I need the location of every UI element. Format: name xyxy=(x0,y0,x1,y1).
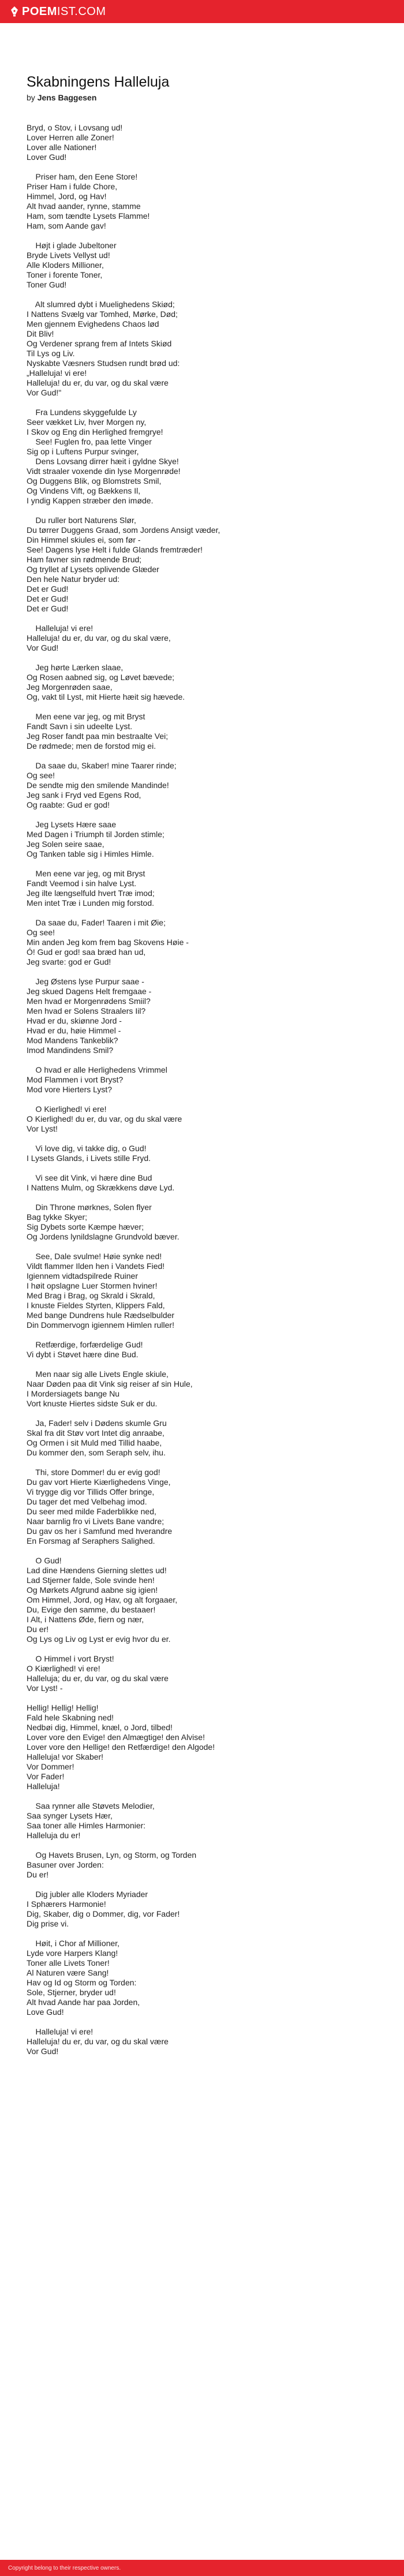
poem-line: Hav og Id og Storm og Torden: xyxy=(27,1978,137,1987)
poem-line: Men eene var jeg, og mit Bryst xyxy=(27,869,145,878)
copyright-text: Copyright belong to their respective owners. xyxy=(8,2564,121,2571)
poem-line: Jeg Solen seire saae, xyxy=(27,839,104,849)
poem-line: Jeg ilte længselfuld hvert Træ imod; xyxy=(27,888,155,898)
poem-line: Halleluja! vi ere! xyxy=(27,624,93,633)
stanza xyxy=(27,761,377,810)
stanza xyxy=(27,1065,377,1095)
poem-line: Lad Stjerner falde, Sole svinde hen! xyxy=(27,1576,155,1585)
stanza xyxy=(27,1654,377,1693)
poem-line: Sole, Stjerner, bryder ud! xyxy=(27,1988,116,1997)
stanza xyxy=(27,2027,377,2056)
poem-line: I Sphærers Harmonie! xyxy=(27,1899,106,1909)
poem-line: Lad dine Hændens Gierning slettes ud! xyxy=(27,1566,167,1575)
poem-line: Fra Lundens skyggefulde Ly xyxy=(27,408,137,417)
poem-line: Da saae du, Skaber! mine Taarer rinde; xyxy=(27,761,177,770)
poem-line: Du kommer den, som Seraph selv, ihu. xyxy=(27,1448,166,1457)
poem-line: Bryd, o Stov, i Lovsang ud! xyxy=(27,123,123,132)
poem-line: O hvad er alle Herlighedens Vrimmel xyxy=(27,1065,167,1074)
site-logo[interactable] xyxy=(10,5,106,18)
poem-line: Vort knuste Hiertes sidste Suk er du. xyxy=(27,1399,158,1408)
poem-line: Dig jubler alle Kloders Myriader xyxy=(27,1890,148,1899)
poem-line: Ja, Fader! selv i Dødens skumle Gru xyxy=(27,1418,167,1428)
poem-line: Naar barnlig fro vi Livets Bane vandre; xyxy=(27,1517,164,1526)
poem-line: Vor Lyst! xyxy=(27,1124,58,1133)
poem-line: Da saae du, Fader! Taaren i mit Øie; xyxy=(27,918,166,927)
poem-line: Og Mørkets Afgrund aabne sig igien! xyxy=(27,1585,158,1595)
poem-line: „Halleluja! vi ere! xyxy=(27,368,87,378)
poem-line: Fandt Veemod i sin halve Lyst. xyxy=(27,879,137,888)
poem-line: O Kiærlighed! vi ere! xyxy=(27,1664,100,1673)
poem-line: Ó! Gud er god! saa bræd han ud, xyxy=(27,947,146,957)
poem-line: Hellig! Hellig! Hellig! xyxy=(27,1703,99,1712)
poem-line: Men hvad er Morgenrødens Smiil? xyxy=(27,996,151,1006)
poem-line: Du tager det med Velbehag imod. xyxy=(27,1497,147,1506)
poem-line: Du gav os her i Samfund med hverandre xyxy=(27,1526,173,1536)
poem-line: Vi trygge dig vor Tillids Offer bringe, xyxy=(27,1487,155,1496)
poem-line: Naar Døden paa dit Vink sig reiser af sin Hule, xyxy=(27,1379,193,1388)
stanza xyxy=(27,172,377,231)
byline-prefix: by xyxy=(27,93,35,102)
poem-line: Højt i glade Jubeltoner xyxy=(27,241,117,250)
poem-line: Retfærdige, forfærdelige Gud! xyxy=(27,1340,143,1349)
poem-line: Ham favner sin rødmende Brud; xyxy=(27,555,142,564)
poem-line: Du er! xyxy=(27,1625,49,1634)
poem-line: Vor Fader! xyxy=(27,1772,65,1781)
poem-line: Vidt straaler voxende din lyse Morgenrøde! xyxy=(27,466,181,476)
poem-line: O Himmel i vort Bryst! xyxy=(27,1654,114,1663)
site-footer xyxy=(0,2560,404,2576)
poem-line: Men gjennem Evighedens Chaos lød xyxy=(27,319,159,328)
poem-line: Seer vækket Liv, hver Morgen ny, xyxy=(27,417,147,427)
poem-line: Jeg Østens lyse Purpur saae - xyxy=(27,977,144,986)
poem-line: Vi dybt i Støvet hære dine Bud. xyxy=(27,1350,139,1359)
poem-line: Din Throne mørknes, Solen flyer xyxy=(27,1203,152,1212)
poem-line: Jeg hørte Lærken slaae, xyxy=(27,663,124,672)
poem-line: Jeg Morgenrøden saae, xyxy=(27,682,113,692)
poem-line: Alt slumred dybt i Muelighedens Skiød; xyxy=(27,300,175,309)
poem-line: Halleluja! vor Skaber! xyxy=(27,1752,104,1761)
stanza xyxy=(27,1468,377,1546)
poem-line: Sig Dybets sorte Kæmpe hæver; xyxy=(27,1222,144,1231)
stanza xyxy=(27,1890,377,1929)
poem-line: Du seer med milde Faderblikke ned, xyxy=(27,1507,156,1516)
poem-line: Bag tykke Skyer; xyxy=(27,1212,88,1222)
stanza xyxy=(27,1801,377,1840)
poem-line: En Forsmag af Seraphers Salighed. xyxy=(27,1536,155,1545)
poem-line: Til Lys og Liv. xyxy=(27,349,75,358)
stanza xyxy=(27,918,377,967)
poem-line: Mod vore Hierters Lyst? xyxy=(27,1085,113,1094)
pen-nib-icon xyxy=(10,6,18,17)
stanza xyxy=(27,977,377,1055)
poem-line: Det er Gud! xyxy=(27,584,69,593)
poem-line: Lover vore den Evige! den Almægtige! den Alvise! xyxy=(27,1733,205,1742)
poem-line: Halleluja! du er, du var, og du skal være, xyxy=(27,633,171,643)
stanza xyxy=(27,820,377,859)
poem-line: Saa synger Lysets Hær, xyxy=(27,1811,113,1820)
stanza xyxy=(27,1252,377,1330)
stanza xyxy=(27,663,377,702)
poem-line: Det er Gud! xyxy=(27,604,69,613)
poem-line: Thi, store Dommer! du er evig god! xyxy=(27,1468,160,1477)
poem-line: Og Havets Brusen, Lyn, og Storm, og Torden xyxy=(27,1850,197,1860)
poem-line: Med Brag i Brag, og Skrald i Skrald, xyxy=(27,1291,155,1300)
poem-line: Du gav vort Hierte Kiærlighedens Vinge, xyxy=(27,1477,171,1487)
poem-line: Og Ormen i sit Muld med Tillid haabe, xyxy=(27,1438,162,1447)
poem-line: Ham, som Aande gav! xyxy=(27,221,106,230)
poem-line: Og Jordens lynildslagne Grundvold bæver. xyxy=(27,1232,179,1241)
poem-line: I yndig Kappen stræber den imøde. xyxy=(27,496,154,505)
poem-line: Alt hvad Aande har paa Jorden, xyxy=(27,1998,140,2007)
poem-line: Nyskabte Væsners Studsen rundt brød ud: xyxy=(27,359,180,368)
poem-line: Men hvad er Solens Straalers Iil? xyxy=(27,1006,146,1016)
poem-line: I Skov og Eng din Herlighed fremgrye! xyxy=(27,427,163,436)
poem-line: I høit opslagne Luer Stormen hviner! xyxy=(27,1281,158,1290)
poem-line: Min anden Jeg kom frem bag Skovens Høie - xyxy=(27,938,189,947)
poem-line: Nedbøi dig, Himmel, knæl, o Jord, tilbed! xyxy=(27,1723,173,1732)
stanza xyxy=(27,1369,377,1409)
poem-line: I Mordersiagets bange Nu xyxy=(27,1389,120,1398)
stanza xyxy=(27,1703,377,1791)
poem-line: Lover Herren alle Zoner! xyxy=(27,133,114,142)
poem-line: Halleluja! du er, du var, og du skal være xyxy=(27,2037,169,2046)
stanza xyxy=(27,1144,377,1163)
stanza xyxy=(27,1340,377,1360)
poem-line: Al Naturen være Sang! xyxy=(27,1968,109,1977)
poem-line: Fandt Savn i sin udeelte Lyst. xyxy=(27,722,133,731)
poem-line: Jeg sank i Fryd ved Egens Rod, xyxy=(27,790,141,800)
stanza xyxy=(27,624,377,653)
poem-line: O Gud! xyxy=(27,1556,62,1565)
poem-line: Priser ham, den Eene Store! xyxy=(27,172,138,181)
poem-content xyxy=(0,23,404,2560)
poem-line: Love Gud! xyxy=(27,2007,64,2017)
stanza xyxy=(27,869,377,908)
poem-line: Din Himmel skiules ei, som før - xyxy=(27,535,141,544)
poem-line: Med Dagen i Triumph til Jorden stimle; xyxy=(27,830,164,839)
poem-line: Du er! xyxy=(27,1870,49,1879)
poem-line: Fald hele Skabning ned! xyxy=(27,1713,114,1722)
poem-line: I Nattens Svælg var Tomhed, Mørke, Død; xyxy=(27,309,178,319)
poem-line: I Nattens Mulm, og Skrækkens døve Lyd. xyxy=(27,1183,175,1192)
poem-line: Dit Bliv! xyxy=(27,329,54,338)
stanza xyxy=(27,1104,377,1134)
poem-line: Ham, som tændte Lysets Flamme! xyxy=(27,211,150,221)
poem-line: Basuner over Jorden: xyxy=(27,1860,104,1869)
poem-line: Halleluja; du er, du var, og du skal være xyxy=(27,1674,169,1683)
poem-line: Vor Dommer! xyxy=(27,1762,74,1771)
poem-line: Vor Gud! xyxy=(27,643,59,652)
poem-line: Men naar sig alle Livets Engle skiule, xyxy=(27,1369,169,1379)
poem-line: Og see! xyxy=(27,928,55,937)
poem-line: Lover Gud! xyxy=(27,152,67,162)
poem-line: Jeg Roser fandt paa min bestraalte Vei; xyxy=(27,731,169,741)
poem-line: Du tørrer Duggens Graad, som Jordens Ansigt væder, xyxy=(27,525,220,535)
stanza xyxy=(27,123,377,162)
poem-line: Og Vindens Vift, og Bækkens Il, xyxy=(27,486,141,495)
poem-line: Vor Gud! xyxy=(27,2047,59,2056)
stanza xyxy=(27,1939,377,2017)
poem-line: Dig, Skaber, dig o Dommer, dig, vor Fader! xyxy=(27,1909,180,1918)
poem-line: Du, Evige den samme, du bestaaer! xyxy=(27,1605,156,1614)
poem-line: Din Dommervogn igiennem Himlen ruller! xyxy=(27,1320,174,1330)
poem-line: Alle Kloders Millioner, xyxy=(27,260,104,270)
poem-line: I knuste Fieldes Styrten, Klippers Fald, xyxy=(27,1301,165,1310)
poem-line: Og see! xyxy=(27,771,55,780)
stanza xyxy=(27,1203,377,1242)
poem-line: See! Fuglen fro, paa lette Vinger xyxy=(27,437,152,446)
poem-line: Mod Flammen i vort Bryst? xyxy=(27,1075,124,1084)
poem-line: Himmel, Jord, og Hav! xyxy=(27,192,107,201)
stanza xyxy=(27,516,377,614)
poem-line: Hvad er du, skiønne Jord - xyxy=(27,1016,122,1025)
poem-line: Lyde vore Harpers Klang! xyxy=(27,1948,118,1958)
poem-line: Saa toner alle Himles Harmonier: xyxy=(27,1821,146,1830)
stanza xyxy=(27,1173,377,1193)
poem-line: Vor Lyst! - xyxy=(27,1683,63,1693)
poem-line: Dens Lovsang dirrer hæit i gyldne Skye! xyxy=(27,457,179,466)
poem-body xyxy=(27,123,377,2056)
poem-line: Vor Gud!" xyxy=(27,388,62,397)
poem-line: Lover vore den Hellige! den Retfærdige! den Algode! xyxy=(27,1742,215,1752)
poem-line: Vi see dit Vink, vi hære dine Bud xyxy=(27,1173,152,1182)
poem-line: Igiennem vidtadspilrede Ruiner xyxy=(27,1271,138,1280)
poem-line: Den hele Natur bryder ud: xyxy=(27,574,120,584)
poem-line: I Lysets Glands, i Livets stille Fryd. xyxy=(27,1153,151,1163)
poem-line: Og tryllet af Lysets oplivende Glæder xyxy=(27,565,159,574)
poem-line: Lover alle Nationer! xyxy=(27,143,97,152)
poem-line: Og Lys og Liv og Lyst er evig hvor du er. xyxy=(27,1634,171,1644)
stanza xyxy=(27,1850,377,1880)
logo-text-bold: POEM xyxy=(22,5,57,18)
poem-line: Dig prise vi. xyxy=(27,1919,69,1928)
poem-line: Det er Gud! xyxy=(27,594,69,603)
poem-line: Halleluja! xyxy=(27,1782,60,1791)
poem-line: Vildt flammer Ilden hen i Vandets Fied! xyxy=(27,1261,165,1271)
poem-line: De rødmede; men de forstod mig ei. xyxy=(27,741,156,751)
stanza xyxy=(27,712,377,751)
poem-line: Jeg skued Dagens Helt fremgaae - xyxy=(27,987,152,996)
poem-line: Hvad er du, høie Himmel - xyxy=(27,1026,121,1035)
poem-line: Med bange Dundrens hule Rædselbulder xyxy=(27,1311,175,1320)
poem-line: Halleluja! vi ere! xyxy=(27,2027,93,2036)
poem-line: Sig op i Luftens Purpur svinger, xyxy=(27,447,139,456)
poem-line: Skal fra dit Støv vort Intet dig anraabe, xyxy=(27,1428,164,1438)
poem-line: Halleluja du er! xyxy=(27,1831,81,1840)
poem-line: Vi love dig, vi takke dig, o Gud! xyxy=(27,1144,147,1153)
poem-author: Jens Baggesen xyxy=(37,93,97,102)
poem-line: O Kierlighed! du er, du var, og du skal være xyxy=(27,1114,182,1123)
poem-line: De sendte mig den smilende Mandinde! xyxy=(27,781,169,790)
poem-line: Toner alle Livets Toner! xyxy=(27,1958,110,1968)
poem-line: Bryde Livets Vellyst ud! xyxy=(27,251,110,260)
stanza xyxy=(27,1418,377,1458)
poem-line: Toner i forente Toner, xyxy=(27,270,103,279)
poem-line: See! Dagens lyse Helt i fulde Glands fremtræder! xyxy=(27,545,203,554)
stanza xyxy=(27,1556,377,1644)
site-header xyxy=(0,0,404,23)
poem-line: Toner Gud! xyxy=(27,280,67,289)
poem-line: Men eene var jeg, og mit Bryst xyxy=(27,712,145,721)
poem-line: Og, vakt til Lyst, mit Hierte hæit sig hævede. xyxy=(27,692,185,701)
poem-line: Imod Mandindens Smil? xyxy=(27,1046,114,1055)
poem-line: Og Tanken table sig i Himles Himle. xyxy=(27,849,154,858)
poem-line: Alt hvad aander, rynne, stamme xyxy=(27,201,141,211)
logo-text-light: IST.COM xyxy=(57,5,106,18)
poem-title: Skabningens Halleluja xyxy=(27,74,170,90)
poem-line: Priser Ham i fulde Chore, xyxy=(27,182,118,191)
poem-line: See, Dale svulme! Høie synke ned! xyxy=(27,1252,162,1261)
stanza xyxy=(27,241,377,290)
poem-line: Høit, i Chor af Millioner, xyxy=(27,1939,120,1948)
poem-line: Jeg Lysets Hære saae xyxy=(27,820,117,829)
poem-line: O Kierlighed! vi ere! xyxy=(27,1104,107,1114)
poem-line: Om Himmel, Jord, og Hav, og alt forgaaer, xyxy=(27,1595,178,1604)
poem-line: Og raabte: Gud er god! xyxy=(27,800,110,809)
stanza xyxy=(27,408,377,506)
poem-line: Halleluja! du er, du var, og du skal være xyxy=(27,378,169,387)
poem-line: Jeg svarte: god er Gud! xyxy=(27,957,111,966)
poem-line: Og Verdener sprang frem af Intets Skiød xyxy=(27,339,172,348)
poem-line: Og Rosen aabned sig, og Løvet bævede; xyxy=(27,673,175,682)
poem-line: Og Duggens Blik, og Blomstrets Smil, xyxy=(27,476,162,486)
poem-line: Men intet Træ i Lunden mig forstod. xyxy=(27,898,154,908)
poem-line: Du ruller bort Naturens Slør, xyxy=(27,516,136,525)
poem-byline xyxy=(27,93,377,102)
poem-line: I Alt, i Nattens Øde, fiern og nær, xyxy=(27,1615,144,1624)
poem-line: Mod Mandens Tankeblik? xyxy=(27,1036,118,1045)
poem-line: Saa rynner alle Støvets Melodier, xyxy=(27,1801,155,1810)
stanza xyxy=(27,300,377,398)
